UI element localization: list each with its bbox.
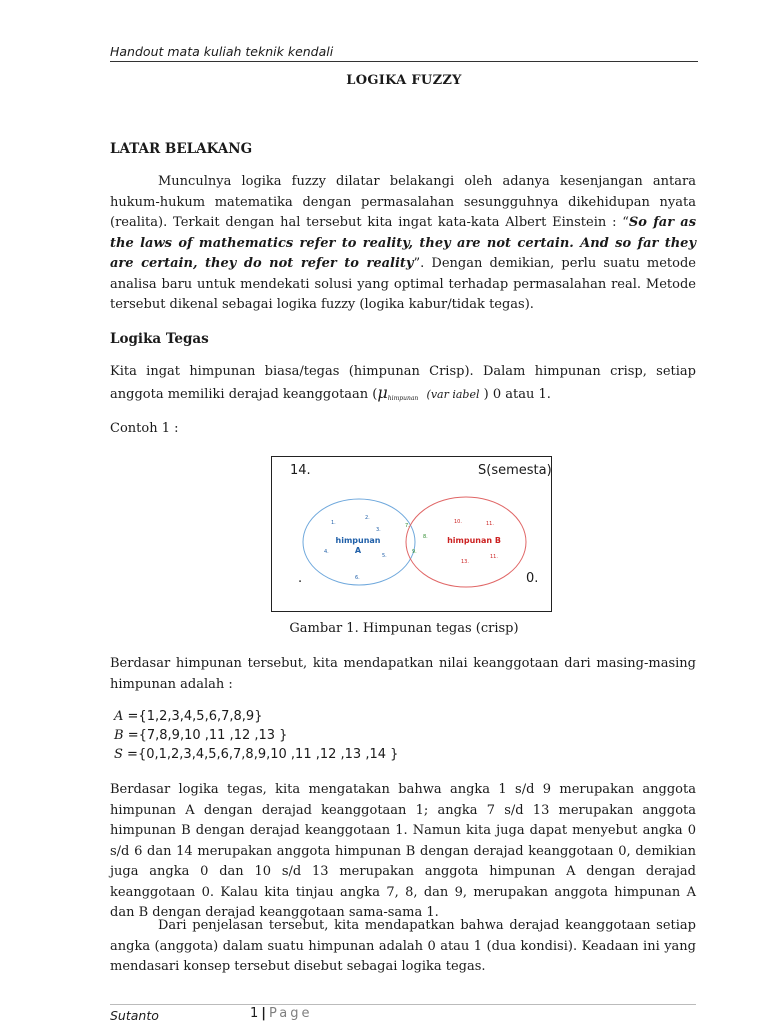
paragraph-kesimpulan: Dari penjelasan tersebut, kita mendapatkan bahwa derajad keanggotaan setiap angka (anggota) dalam suatu himpunan adalah 0 atau 1 (dua kondisi). Keadaan ini yang mendasari konsep tersebut disebut sebagai logika tegas. bbox=[110, 918, 696, 974]
document-title: LOGIKA FUZZY bbox=[346, 73, 462, 88]
section-heading-logika-tegas: Logika Tegas bbox=[110, 331, 209, 347]
einstein-quote: So far as the laws of mathematics refer to reality, they are not certain. And so far they are certain, they do not refer to reality bbox=[110, 215, 697, 271]
set-a-member: 4. bbox=[324, 549, 329, 555]
set-b-member: 13. bbox=[461, 559, 469, 565]
footer-author: Sutanto bbox=[110, 1008, 159, 1023]
set-b-member: 10. bbox=[454, 519, 462, 525]
paragraph-latar-belakang bbox=[110, 172, 696, 316]
paragraph-crisp bbox=[110, 362, 696, 409]
paragraph-lead: Kita ingat himpunan biasa/tegas (himpunan Crisp). Dalam himpunan crisp, setiap anggota memiliki derajad keanggotaan ( bbox=[110, 364, 696, 402]
example-label: Contoh 1 : bbox=[110, 421, 179, 436]
set-a-member: 6. bbox=[355, 575, 360, 581]
mu-symbol: μ bbox=[377, 382, 388, 402]
set-b-label: himpunan B bbox=[447, 536, 501, 545]
paragraph-logika-tegas: Berdasar logika tegas, kita mengatakan bahwa angka 1 s/d 9 merupakan anggota himpunan A dengan derajad keanggotaan 1; angka 7 s/d 13 merupakan anggota himpunan B dengan derajad keanggotaan 1. Namun kita juga dapat menyebut angka 0 s/d 6 dan 14 merupakan anggota himpunan B dengan derajad keanggotaan 0, demikian juga angka 0 dan 10 s/d 13 merupakan anggota himpunan A dengan derajad keanggotaan 0. Kalau kita tinjau angka 7, 8, dan 9, merupakan anggota himpunan A dan B dengan derajad keanggotaan sama-sama 1. bbox=[110, 782, 696, 920]
set-a-label: himpunan A bbox=[335, 536, 381, 555]
paragraph-tail: ”. Dengan demikian, perlu suatu metode analisa baru untuk mendekati solusi yang optimal terhadap permasalahan real. Metode tersebut dikenal sebagai logika fuzzy (logika kabur/tidak tegas). bbox=[110, 256, 696, 312]
set-b-member: 11. bbox=[490, 554, 498, 560]
set-a-member: 5. bbox=[382, 553, 387, 559]
variable-argument: (var iabel bbox=[426, 387, 480, 401]
figure-label-0: 0. bbox=[526, 571, 539, 586]
figure-label-dot: . bbox=[298, 571, 303, 586]
venn-diagram-figure bbox=[271, 456, 552, 612]
figure-label-14: 14. bbox=[290, 463, 311, 478]
set-definition-s: S ={0,1,2,3,4,5,6,7,8,9,10 ,11 ,12 ,13 ,14 } bbox=[114, 747, 399, 762]
set-b-member: 11. bbox=[486, 521, 494, 527]
venn-diagram bbox=[272, 457, 551, 611]
set-a-member: 2. bbox=[365, 515, 370, 521]
footer-page-number: 1 | Page bbox=[250, 1006, 313, 1021]
set-a-member: 1. bbox=[331, 520, 336, 526]
paragraph-lead: Munculnya logika fuzzy dilatar belakangi oleh adanya kesenjangan antara hukum-hukum matematika dengan permasalahan sesungguhnya dikehidupan nyata (realita). Terkait dengan hal tersebut kita ingat kata-kata Albert Einstein : “ bbox=[110, 174, 696, 230]
paragraph-tail: ) 0 atau 1. bbox=[483, 386, 551, 402]
footer-divider bbox=[110, 1004, 696, 1005]
intersection-member: 8. bbox=[423, 534, 428, 540]
set-definition-b: B ={7,8,9,10 ,11 ,12 ,13 } bbox=[114, 728, 288, 743]
intersection-member: 7. bbox=[405, 523, 410, 529]
section-heading-latar-belakang: LATAR BELAKANG bbox=[110, 141, 253, 157]
intersection-member: 9. bbox=[412, 549, 417, 555]
running-header: Handout mata kuliah teknik kendali bbox=[110, 44, 698, 62]
paragraph-membership: Berdasar himpunan tersebut, kita mendapatkan nilai keanggotaan dari masing-masing himpunan adalah : bbox=[110, 656, 696, 692]
set-definition-a: A ={1,2,3,4,5,6,7,8,9} bbox=[114, 709, 263, 724]
set-definitions bbox=[114, 707, 398, 764]
set-a-member: 3. bbox=[376, 527, 381, 533]
mu-subscript: himpunan bbox=[387, 394, 419, 402]
figure-caption: Gambar 1. Himpunan tegas (crisp) bbox=[289, 621, 519, 636]
figure-label-semesta: S(semesta) bbox=[478, 463, 552, 478]
